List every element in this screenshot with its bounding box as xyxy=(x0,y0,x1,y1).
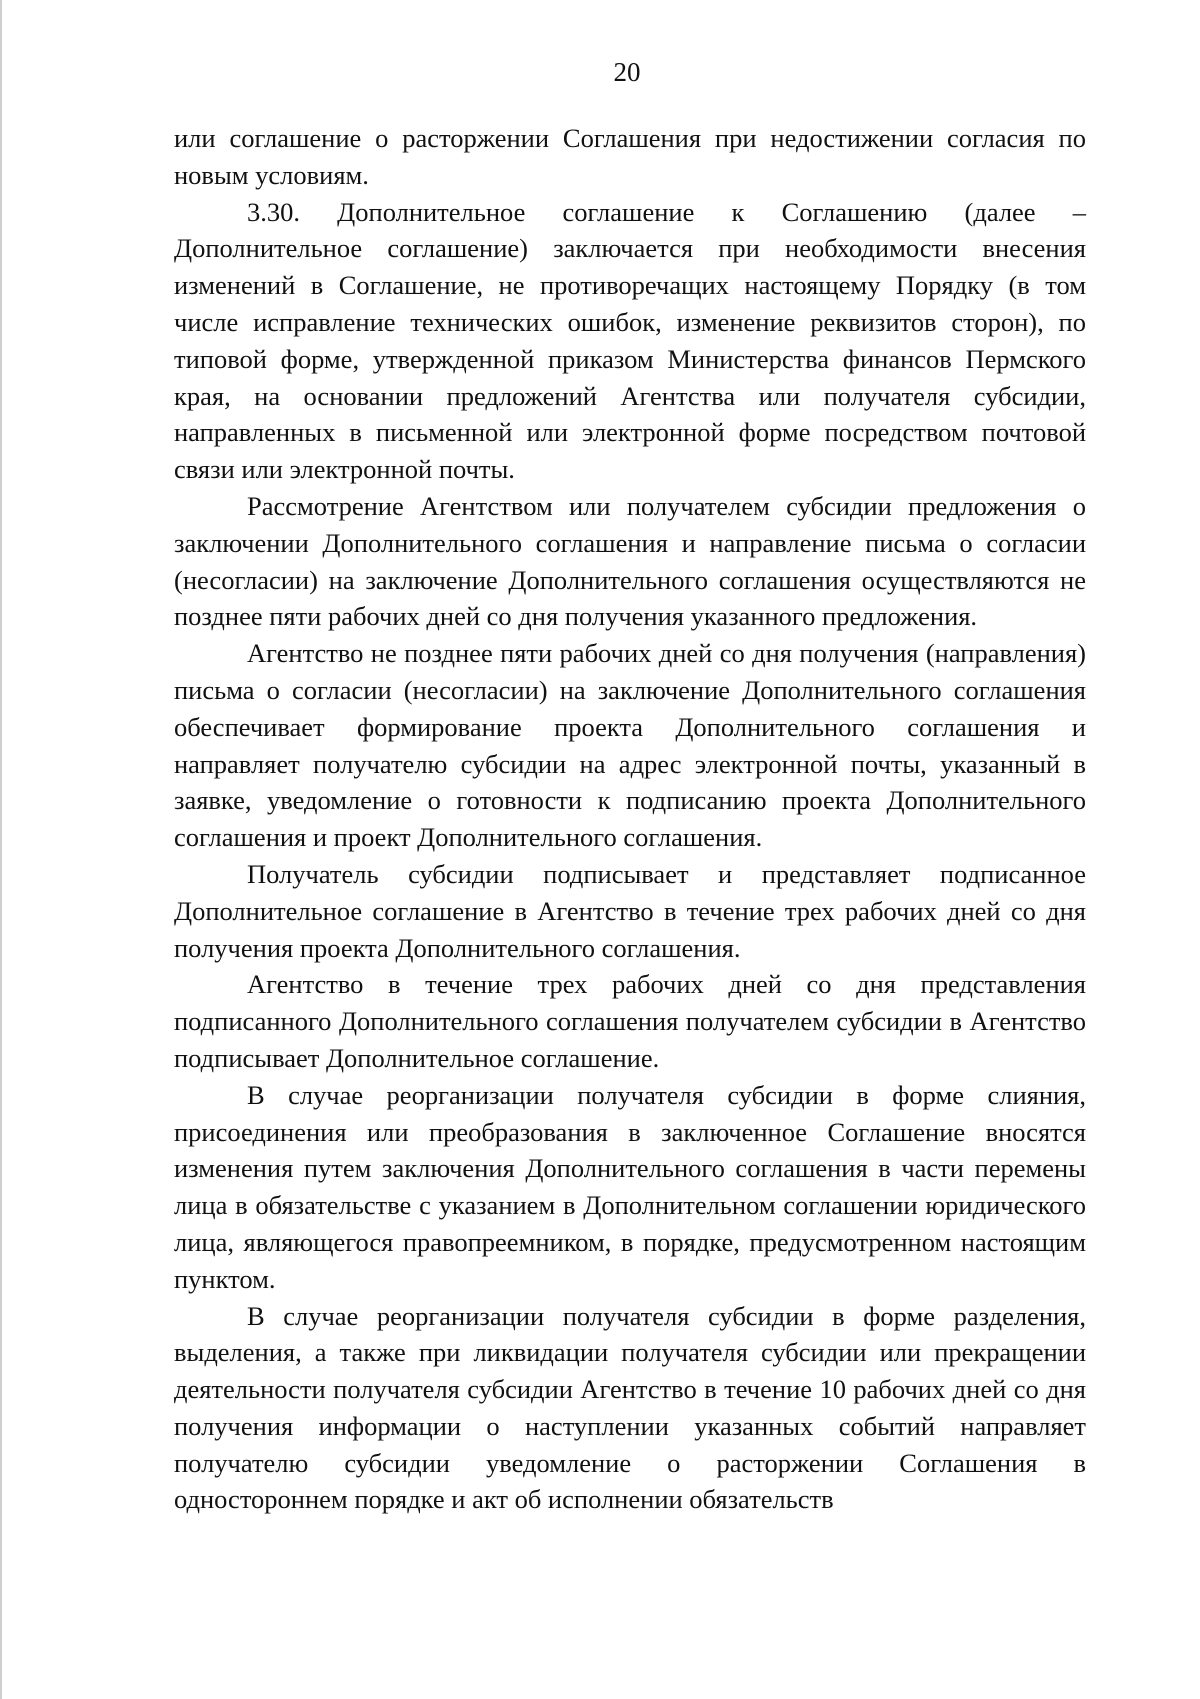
page-number: 20 xyxy=(613,57,641,87)
paragraph-reorganization-merger: В случае реорганизации получателя субсидии в форме слияния, присоединения или преобразования в заключенное Соглашение вносятся изменения путем заключения Дополнительного соглашения в части перемены лица в обязательстве с указанием в Дополнительном соглашении юридического лица, являющегося правопреемником, в порядке, предусмотренном настоящим пунктом. xyxy=(174,1079,1086,1294)
paragraph-agency-draft: Агентство не позднее пяти рабочих дней со дня получения (направления) письма о согласии (несогласии) на заключение Дополнительного соглашения обеспечивает формирование проекта Дополнительного соглашения и направляет получателю субсидии на адрес электронной почты, указанный в заявке, уведомление о готовности к подписанию проекта Дополнительного соглашения и проект Дополнительного соглашения. xyxy=(174,638,1086,853)
paragraph-continuation: или соглашение о расторжении Соглашения при недостижении согласия по новым условиям. xyxy=(174,123,1086,190)
paragraph-review-proposal: Рассмотрение Агентством или получателем субсидии предложения о заключении Дополнительного соглашения и направление письма о согласии (несогласии) на заключение Дополнительного соглашения осуществляются не позднее пяти рабочих дней со дня получения указанного предложения. xyxy=(174,490,1086,632)
paragraph-reorganization-division: В случае реорганизации получателя субсидии в форме разделения, выделения, а также при ликвидации получателя субсидии или прекращении деятельности получателя субсидии Агентство в течение 10 рабочих дней со дня получения информации о наступлении указанных событий направляет получателю субсидии уведомление о расторжении Соглашения в одностороннем порядке и акт об исполнении обязательств xyxy=(174,1300,1086,1515)
paragraph-clause-3-30: 3.30. Дополнительное соглашение к Соглашению (далее – Дополнительное соглашение) заключается при необходимости внесения изменений в Соглашение, не противоречащих настоящему Порядку (в том числе исправление технических ошибок, изменение реквизитов сторон), по типовой форме, утвержденной приказом Министерства финансов Пермского края, на основании предложений Агентства или получателя субсидии, направленных в письменной или электронной форме посредством почтовой связи или электронной почты. xyxy=(174,196,1086,485)
paragraph-agency-signs: Агентство в течение трех рабочих дней со дня представления подписанного Дополнительного соглашения получателем субсидии в Агентство подписывает Дополнительное соглашение. xyxy=(174,969,1086,1073)
document-body xyxy=(174,120,1086,1518)
paragraph-recipient-signs: Получатель субсидии подписывает и представляет подписанное Дополнительное соглашение в Агентство в течение трех рабочих дней со дня получения проекта Дополнительного соглашения. xyxy=(174,858,1086,963)
